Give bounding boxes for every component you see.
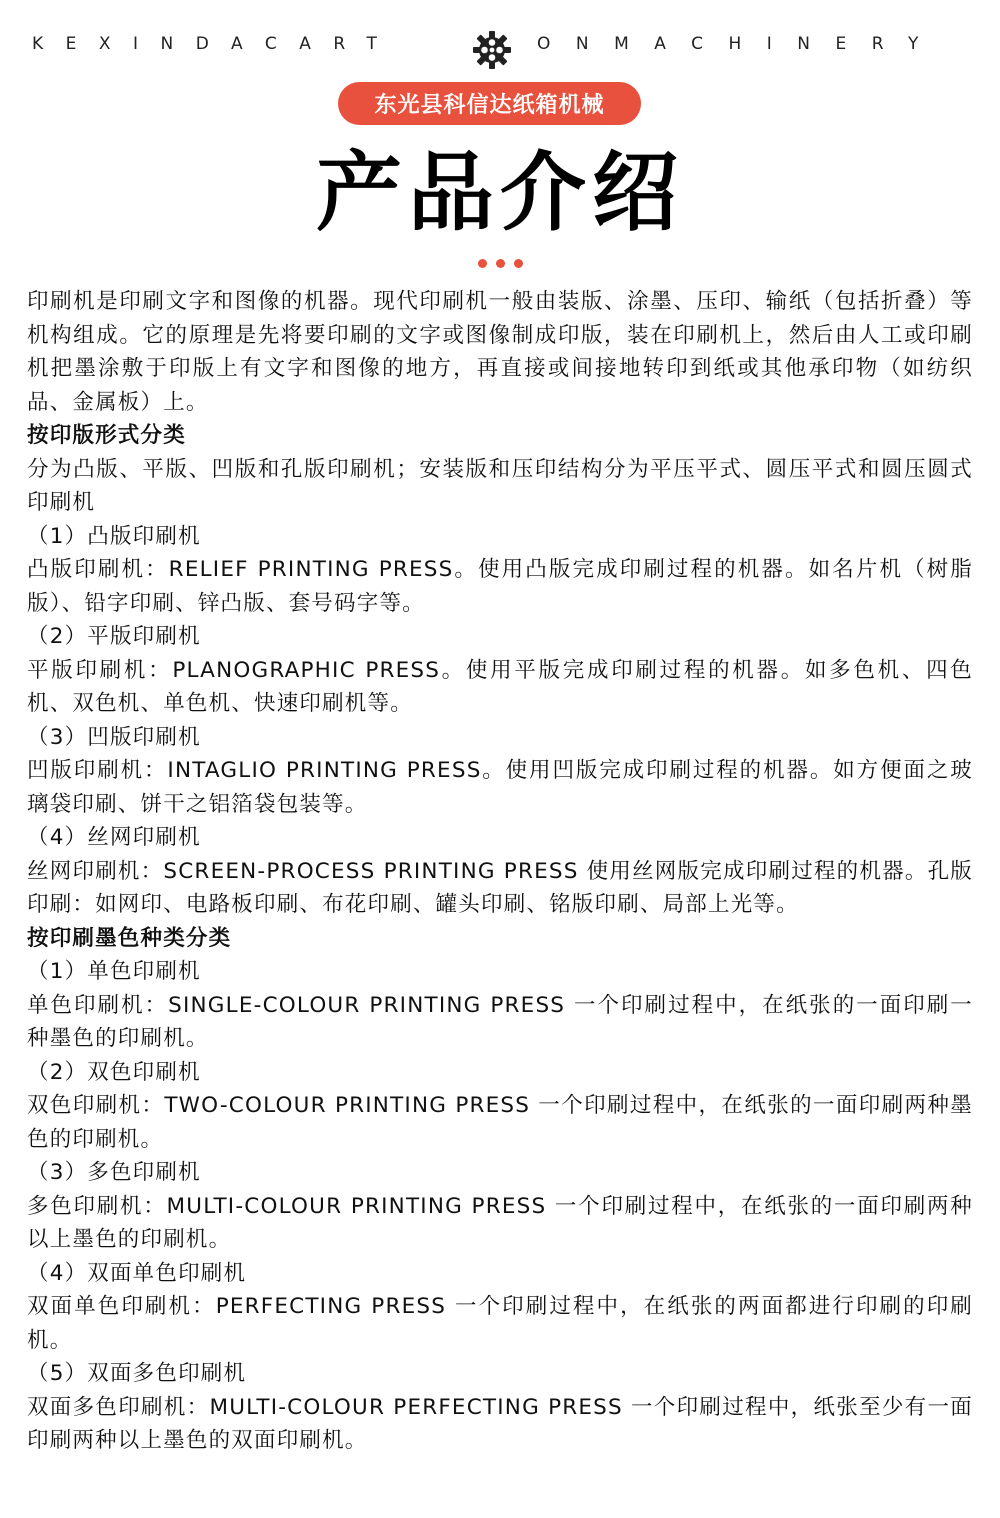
paragraph: 分为凸版、平版、凹版和孔版印刷机；安装版和压印结构分为平压平式、圆压平式和圆压圆式印刷机 <box>27 456 973 515</box>
paragraph: 凸版印刷机：RELIEF PRINTING PRESS。使用凸版完成印刷过程的机器。如名片机（树脂版）、铅字印刷、锌凸版、套号码字等。 <box>27 557 973 616</box>
brand-text-left: KEXINDACART <box>32 34 400 54</box>
company-name-badge: 东光县科信达纸箱机械 <box>338 82 641 125</box>
product-description <box>27 285 973 1458</box>
subheading: （2）平版印刷机 <box>27 624 201 649</box>
paragraph: 单色印刷机：SINGLE-COLOUR PRINTING PRESS 一个印刷过程中，在纸张的一面印刷一种墨色的印刷机。 <box>27 992 973 1051</box>
subheading: （4）双面单色印刷机 <box>27 1260 247 1286</box>
paragraph: 双面多色印刷机：MULTI-COLOUR PERFECTING PRESS 一个印刷过程中，纸张至少有一面印刷两种以上墨色的双面印刷机。 <box>27 1394 973 1453</box>
dot-icon <box>496 259 505 268</box>
dot-icon <box>478 259 487 268</box>
brand-text-right: ONMACHINERY <box>537 34 944 54</box>
paragraph: 双色印刷机：TWO-COLOUR PRINTING PRESS 一个印刷过程中，在纸张的一面印刷两种墨色的印刷机。 <box>27 1093 973 1152</box>
paragraph: 丝网印刷机：SCREEN-PROCESS PRINTING PRESS 使用丝网版完成印刷过程的机器。孔版印刷：如网印、电路板印刷、布花印刷、罐头印刷、铭版印刷、局部上光等。 <box>27 858 973 917</box>
section-heading: 按印版形式分类 <box>27 423 186 448</box>
intro-paragraph: 印刷机是印刷文字和图像的机器。现代印刷机一般由装版、涂墨、压印、输纸（包括折叠）等机构组成。它的原理是先将要印刷的文字或图像制成印版，装在印刷机上，然后由人工或印刷机把墨涂敷于印版上有文字和图像的地方，再直接或间接地转印到纸或其他承印物（如纺织品、金属板）上。 <box>27 289 973 415</box>
paragraph: 平版印刷机：PLANOGRAPHIC PRESS。使用平版完成印刷过程的机器。如多色机、四色机、双色机、单色机、快速印刷机等。 <box>27 657 973 716</box>
subheading: （4）丝网印刷机 <box>27 825 201 850</box>
section-heading: 按印刷墨色种类分类 <box>27 925 232 951</box>
brand-bar <box>0 30 1000 62</box>
paragraph: 双面单色印刷机：PERFECTING PRESS 一个印刷过程中，在纸张的两面都进行印刷的印刷机。 <box>27 1294 973 1353</box>
subheading: （5）双面多色印刷机 <box>27 1361 247 1386</box>
gear-icon <box>472 30 512 70</box>
subheading: （3）多色印刷机 <box>27 1160 201 1185</box>
paragraph: 凹版印刷机：INTAGLIO PRINTING PRESS。使用凹版完成印刷过程的机器。如方便面之玻璃袋印刷、饼干之铝箔袋包装等。 <box>27 758 973 817</box>
decorative-dots <box>0 259 1000 271</box>
subheading: （1）单色印刷机 <box>27 959 201 984</box>
subheading: （2）双色印刷机 <box>27 1059 201 1085</box>
paragraph: 多色印刷机：MULTI-COLOUR PRINTING PRESS 一个印刷过程中，在纸张的一面印刷两种以上墨色的印刷机。 <box>27 1193 973 1252</box>
page-title: 产品介绍 <box>316 143 684 243</box>
dot-icon <box>514 259 523 268</box>
subheading: （1）凸版印刷机 <box>27 523 201 549</box>
subheading: （3）凹版印刷机 <box>27 724 201 750</box>
